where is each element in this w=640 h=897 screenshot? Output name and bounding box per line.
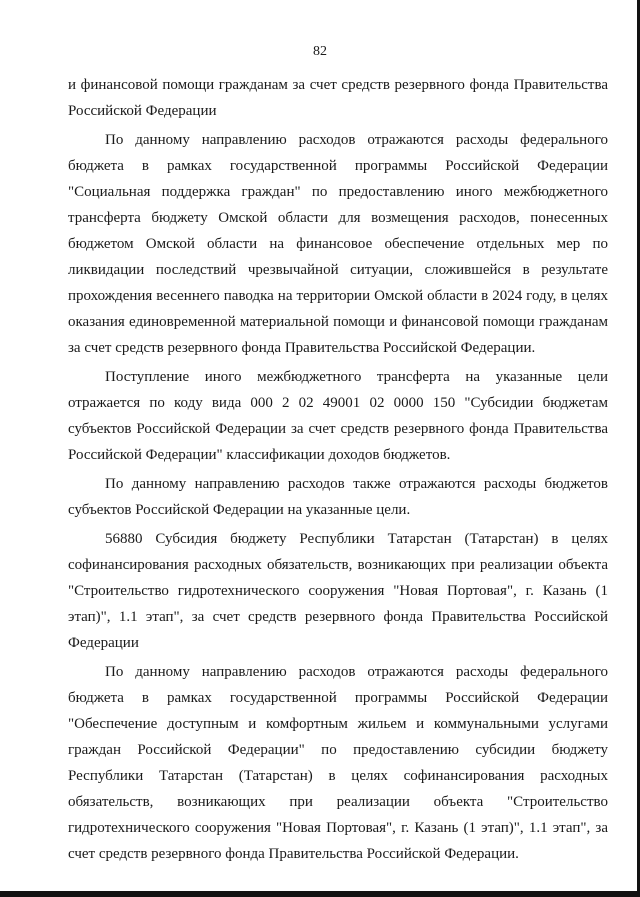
paragraph: По данному направлению расходов отражаются расходы федерального бюджета в рамках государственной программы Российской Федерации "Социальная поддержка граждан" по предоставлению иного межбюджетного трансферта бюджету Омской области для возмещения расходов, понесенных бюджетом Омской области на финансовое обеспечение отдельных мер по ликвидации последствий чрезвычайной ситуации, сложившейся в результате прохождения весеннего паводка на территории Омской области в 2024 году, в целях оказания единовременной материальной помощи и финансовой помощи гражданам за счет средств резервного фонда Правительства Российской Федерации. [68, 132, 608, 356]
paragraph-code-heading: 56880 Субсидия бюджету Республики Татарстан (Татарстан) в целях софинансирования расходных обязательств, возникающих при реализации объекта "Строительство гидротехнического сооружения "Новая Портовая", г. Казань (1 этап)", 1.1 этап", за счет средств резервного фонда Правительства Российской Федерации [68, 531, 608, 651]
page-number: 82 [313, 44, 327, 59]
paragraph: Поступление иного межбюджетного трансферта на указанные цели отражается по коду вида 000 2 02 49001 02 0000 150 "Субсидии бюджетам субъектов Российской Федерации за счет средств резервного фонда Правительства Российской Федерации" классификации доходов бюджетов. [68, 369, 608, 463]
paragraph: По данному направлению расходов также отражаются расходы бюджетов субъектов Российской Федерации на указанные цели. [68, 476, 608, 518]
scan-edge-bottom [0, 891, 640, 897]
document-body [68, 72, 608, 870]
paragraph: По данному направлению расходов отражаются расходы федерального бюджета в рамках государственной программы Российской Федерации "Обеспечение доступным и комфортным жильем и коммунальными услугами граждан Российской Федерации" по предоставлению субсидии бюджету Республики Татарстан (Татарстан) в целях софинансирования расходных обязательств, возникающих при реализации объекта "Строительство гидротехнического сооружения "Новая Портовая", г. Казань (1 этап)", 1.1 этап", за счет средств резервного фонда Правительства Российской Федерации. [68, 664, 608, 862]
paragraph-continuation: и финансовой помощи гражданам за счет средств резервного фонда Правительства Российской Федерации [68, 77, 608, 119]
